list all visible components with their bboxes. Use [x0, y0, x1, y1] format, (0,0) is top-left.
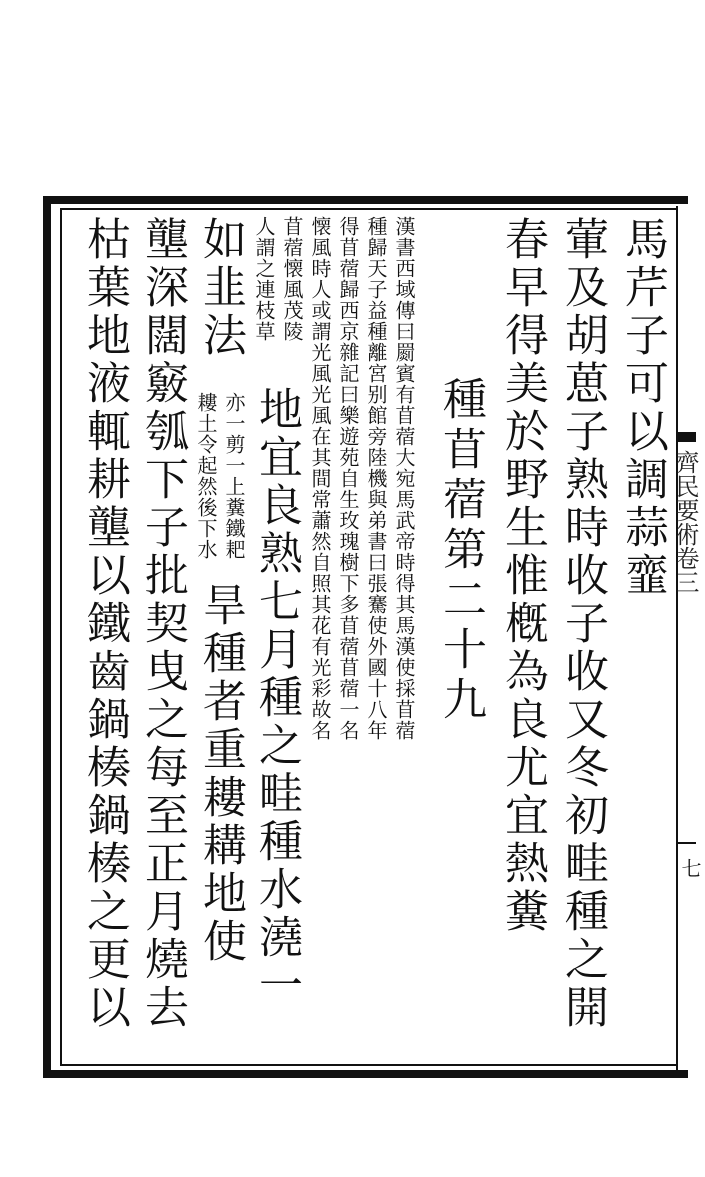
- margin-page-number: 七: [678, 858, 702, 878]
- note-column-1: 漢書西域傳曰罽賓有苜蓿大宛馬武帝時得其馬漢使採苜蓿: [392, 216, 416, 741]
- note-column-8: 耬土令起然後下水: [194, 392, 218, 560]
- section-heading: 種苜蓿第二十九: [435, 376, 486, 726]
- margin-title: 齊民要術卷三: [671, 450, 699, 594]
- margin-divider: [676, 842, 696, 844]
- main-column-2: 葷及胡葸子熟時收子收又冬初畦種之開: [557, 216, 608, 1032]
- main-column-6b: 旱種者重耬耩地使: [195, 582, 246, 966]
- margin-strip: [676, 206, 696, 1076]
- main-column-8: 枯葉地液輒耕壟以鐵齒鍋楱鍋楱之更以: [79, 216, 130, 1032]
- fish-tail-mark: [676, 432, 696, 442]
- main-column-6: 如韭法: [195, 216, 246, 360]
- main-column-1: 馬芹子可以調蒜韲: [617, 216, 668, 600]
- note-column-7: 亦一剪一上糞鐵耙: [222, 392, 246, 560]
- text-block: [74, 216, 668, 1064]
- note-column-4: 懐風時人或謂光風光風在其間常蕭然自照其花有光彩故名: [308, 216, 332, 741]
- note-column-5: 苜蓿懐風茂陵: [280, 216, 304, 342]
- note-column-6: 人謂之連枝草: [252, 216, 276, 342]
- note-column-3: 得苜蓿歸西京雜記曰樂遊苑自生玫瑰樹下多苜蓿苜蓿一名: [336, 216, 360, 741]
- note-column-2: 種歸天子益種離宮别館旁陸機與弟書曰張騫使外國十八年: [364, 216, 388, 741]
- main-column-7: 壟深闊竅瓠下子批契曳之每至正月燒去: [137, 216, 188, 1032]
- main-column-5: 地宜良熟七月種之畦種水澆一: [251, 386, 302, 1010]
- main-column-3: 春早得美於野生惟槪為良尤宜熱糞: [497, 216, 548, 936]
